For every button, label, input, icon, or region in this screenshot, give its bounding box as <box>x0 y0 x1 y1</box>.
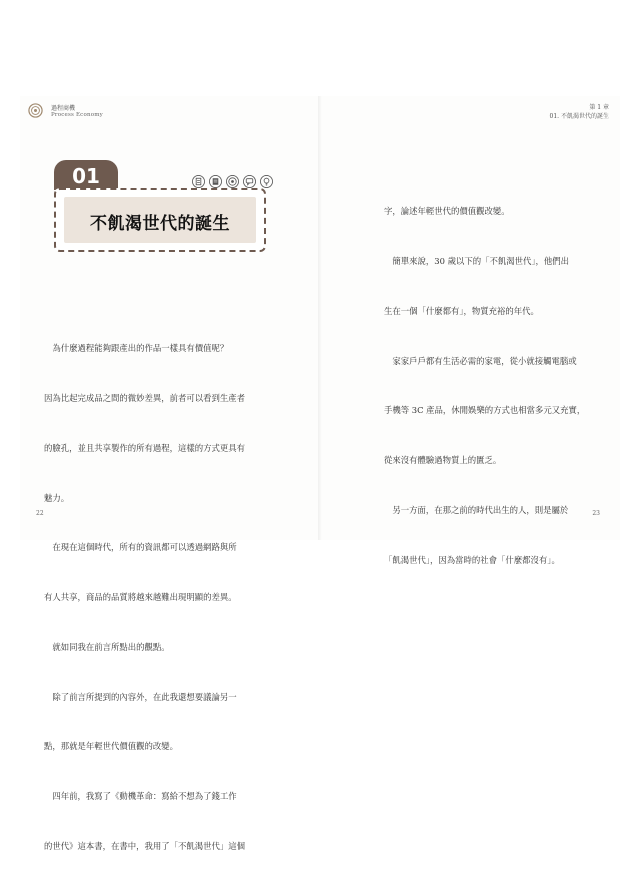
left-page <box>20 96 320 851</box>
text-line: 除了前言所提到的內容外，在此我還想要議論另一 <box>44 691 237 702</box>
text-line: 就如同我在前言所點出的觀點。 <box>44 641 170 652</box>
text-line: 魅力。 <box>44 492 70 503</box>
brand-subtitle: Process Economy <box>51 112 103 118</box>
brand-title: 過程商機 <box>51 105 76 112</box>
chapter-label: 第 1 章 <box>589 104 609 111</box>
text-line: 在現在這個時代，所有的資訊都可以透過網路與所 <box>44 542 237 553</box>
section-number-tab <box>54 160 118 190</box>
left-page-number: 22 <box>36 510 44 517</box>
text-line: 為什麼過程能夠跟產出的作品一樣具有價值呢？ <box>44 343 229 354</box>
text-line: 「飢渴世代」，因為當時的社會「什麼都沒有」。 <box>384 554 560 565</box>
section-title-box <box>54 188 266 252</box>
section-title-panel <box>64 197 256 243</box>
text-line: 的世代》這本書，在書中，我用了「不飢渴世代」這個 <box>44 841 245 851</box>
left-body-text <box>44 307 245 888</box>
section-icon-row <box>192 175 272 189</box>
process-economy-logo-icon <box>28 103 43 118</box>
text-line: 生在一個「什麼都有」，物質充裕的年代。 <box>384 305 539 316</box>
text-line: 的臉孔，並且共享製作的所有過程，這樣的方式更具有 <box>44 442 245 453</box>
lightbulb-icon <box>260 175 273 188</box>
right-page <box>320 96 620 565</box>
text-line: 點，那就是年輕世代價值觀的改變。 <box>44 741 178 752</box>
section-number: 01 <box>72 164 100 188</box>
text-line: 四年前，我寫了《動機革命：寫給不想為了錢工作 <box>44 791 237 802</box>
speech-icon <box>243 175 256 188</box>
text-line: 因為比起完成品之間的微妙差異，前者可以看到生產者 <box>44 392 245 403</box>
book-spread <box>20 96 620 851</box>
document-icon <box>209 175 222 188</box>
text-line: 另一方面，在那之前的時代出生的人，則是屬於 <box>384 504 569 515</box>
text-line: 手機等 3C 產品，休閒娛樂的方式也相當多元又充實， <box>384 405 586 416</box>
text-line: 家家戶戶都有生活必需的家電，從小就接觸電腦或 <box>384 355 577 366</box>
right-body-text <box>384 170 585 601</box>
text-line: 簡單來說，30 歲以下的「不飢渴世代」，他們出 <box>384 255 569 266</box>
running-section-title: 01. 不飢渴世代的誕生 <box>549 113 609 120</box>
clipboard-icon <box>192 175 205 188</box>
text-line: 有人共享，商品的品質將越來越難出現明顯的差異。 <box>44 592 237 603</box>
section-title: 不飢渴世代的誕生 <box>90 214 230 234</box>
target-icon <box>226 175 239 188</box>
right-page-number: 23 <box>592 510 600 517</box>
text-line: 字，論述年輕世代的價值觀改變。 <box>384 206 510 217</box>
text-line: 從來沒有體驗過物質上的匱乏。 <box>384 455 502 466</box>
